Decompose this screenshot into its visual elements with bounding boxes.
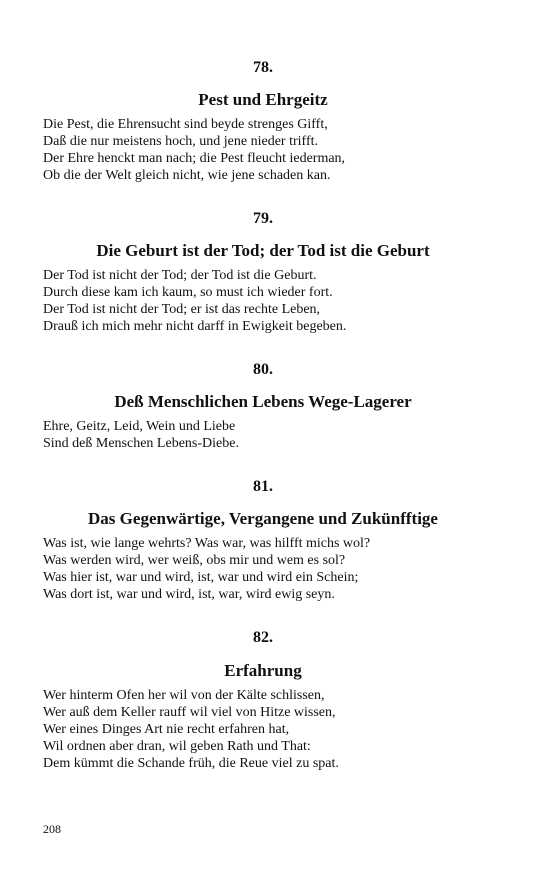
poem-line: Ob die der Welt gleich nicht, wie jene schaden kan. — [43, 168, 331, 183]
poem-title: Erfahrung — [224, 661, 302, 680]
poem-number: 79. — [253, 210, 273, 227]
poem-line: Der Tod ist nicht der Tod; er ist das rechte Leben, — [43, 302, 321, 317]
poem-title: Deß Menschlichen Lebens Wege-Lagerer — [114, 392, 412, 411]
poem-82 — [43, 629, 483, 772]
poem-line: Wer auß dem Keller rauff wil viel von Hitze wissen, — [43, 705, 336, 720]
poem-title: Pest und Ehrgeitz — [198, 90, 328, 109]
poem-78 — [43, 59, 483, 184]
poem-title: Das Gegenwärtige, Vergangene und Zukünfftige — [88, 509, 438, 528]
poem-line: Ehre, Geitz, Leid, Wein und Liebe — [43, 419, 236, 434]
poem-79 — [43, 210, 483, 335]
poem-lines — [43, 535, 483, 603]
poem-line: Was dort ist, war und wird, ist, war, wird ewig seyn. — [43, 587, 335, 602]
poem-lines — [43, 687, 483, 772]
poem-80 — [43, 361, 483, 452]
poem-number: 78. — [253, 59, 273, 76]
poem-line: Wer eines Dinges Art nie recht erfahren hat, — [43, 722, 290, 737]
poem-line: Was ist, wie lange wehrts? Was war, was hilfft michs wol? — [43, 536, 371, 551]
poem-line: Daß die nur meistens hoch, und jene nieder trifft. — [43, 134, 318, 149]
poem-line: Durch diese kam ich kaum, so must ich wieder fort. — [43, 285, 333, 300]
poem-number: 82. — [253, 629, 273, 646]
poem-line: Was werden wird, wer weiß, obs mir und wem es sol? — [43, 553, 346, 568]
poem-line: Die Pest, die Ehrensucht sind beyde strenges Gifft, — [43, 117, 328, 132]
poem-line: Dem kümmt die Schande früh, die Reue viel zu spat. — [43, 756, 339, 771]
poem-title: Die Geburt ist der Tod; der Tod ist die Geburt — [96, 241, 430, 260]
poem-line: Drauß ich mich mehr nicht darff in Ewigkeit begeben. — [43, 319, 347, 334]
poem-number: 80. — [253, 361, 273, 378]
poem-number: 81. — [253, 478, 273, 495]
poem-line: Was hier ist, war und wird, ist, war und wird ein Schein; — [43, 570, 359, 585]
poem-line: Wer hinterm Ofen her wil von der Kälte schlissen, — [43, 688, 325, 703]
poem-line: Der Tod ist nicht der Tod; der Tod ist die Geburt. — [43, 268, 317, 283]
poem-lines — [43, 116, 483, 184]
poem-lines — [43, 267, 483, 335]
poem-line: Wil ordnen aber dran, wil geben Rath und That: — [43, 739, 311, 754]
poem-lines — [43, 418, 483, 452]
poem-81 — [43, 478, 483, 603]
poem-line: Der Ehre henckt man nach; die Pest fleucht iederman, — [43, 151, 346, 166]
page-number: 208 — [43, 822, 61, 836]
poem-line: Sind deß Menschen Lebens-Diebe. — [43, 436, 239, 451]
